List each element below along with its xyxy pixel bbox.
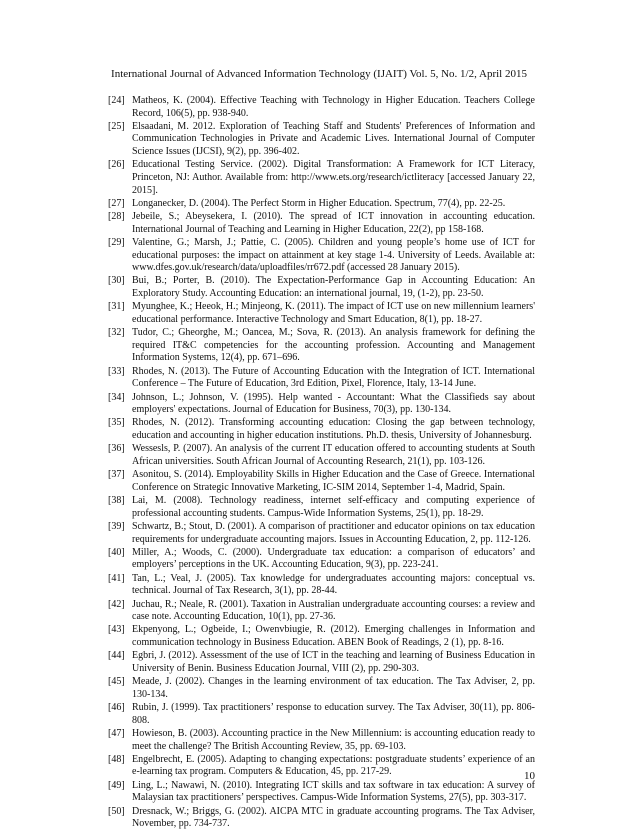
reference-number: [46] — [108, 702, 125, 714]
reference-item — [108, 624, 535, 649]
reference-item — [108, 392, 535, 417]
reference-text: Miller, A.; Woods, C. (2000). Undergraduate tax education: a comparison of educators’ and employers’ perceptions in the UK. Accounting Education, 9(3), pp. 223-241. — [132, 546, 535, 571]
reference-text: Lai, M. (2008). Technology readiness, internet self-efficacy and computing experience of professional accounting students. Campus-Wide Information Systems, 25(1), pp. 18-29. — [132, 495, 535, 519]
reference-item — [108, 275, 535, 300]
reference-item — [108, 702, 535, 727]
reference-text: Rhodes, N. (2012). Transforming accounting education: Closing the gap between technology, education and accounting in higher education institutions. Ph.D. thesis, University of Johannesburg. — [132, 417, 535, 441]
reference-number: [25] — [108, 120, 125, 132]
reference-number: [36] — [108, 443, 125, 455]
reference-number: [33] — [108, 365, 125, 377]
reference-number: [40] — [108, 546, 125, 558]
reference-item — [108, 650, 535, 675]
reference-item — [108, 198, 535, 211]
reference-item — [108, 780, 535, 805]
reference-item — [108, 237, 535, 275]
reference-text: Juchau, R.; Neale, R. (2001). Taxation in Australian undergraduate accounting courses: a review and case note. Accounting Education, 10(1), pp. 27-36. — [132, 598, 535, 623]
reference-number: [35] — [108, 417, 125, 429]
reference-number: [48] — [108, 753, 125, 765]
reference-number: [24] — [108, 95, 125, 106]
reference-text: Elsaadani, M. 2012. Exploration of Teaching Staff and Students' Preferences of Information and Communication Technologies in Private and Academic Lives. International Journal of Computer Science Issues (IJCSI), 9(2), pp. 396-402. — [132, 120, 535, 158]
reference-number: [31] — [108, 301, 125, 313]
reference-text: Rhodes, N. (2013). The Future of Accounting Education with the Integration of ICT. International Conference – The Future of Education, 3rd Edition, Pixel, Florence, Italy, 13-14 June. — [132, 365, 535, 390]
running-header: International Journal of Advanced Information Technology (IJAIT) Vol. 5, No. 1/2, April 2015 — [111, 68, 527, 80]
reference-text: Asonitou, S. (2014). Employability Skills in Higher Education and the Case of Greece. International Conference on Strategic Innovative Marketing, IC-SIM 2014, September 1-4, Madrid, Spain. — [132, 469, 535, 493]
reference-text: Myunghee, K.; Heeok, H.; Minjeong, K. (2011). The impact of ICT use on new millennium learners' educational performance. Interactive Technology and Smart Education, 8(1), pp. 18-27. — [132, 301, 535, 325]
reference-list — [108, 95, 535, 831]
reference-text: Wessesls, P. (2007). An analysis of the current IT education offered to accounting students at South African universities. South African Journal of Accounting Research, 21(1), pp. 103-126. — [132, 443, 535, 467]
reference-text: Dresnack, W.; Briggs, G. (2002). AICPA MTC in graduate accounting programs. The Tax Adviser, November, pp. 734-737. — [132, 805, 535, 830]
reference-text: Meade, J. (2002). Changes in the learning environment of tax education. The Tax Adviser, 2, pp. 130-134. — [132, 676, 535, 700]
reference-text: Educational Testing Service. (2002). Digital Transformation: A Framework for ICT Literacy, Princeton, NJ: Author. Available from: http://www.ets.org/research/ictliteracy [accessed January 22, 2015]. — [132, 159, 535, 196]
reference-number: [44] — [108, 650, 125, 662]
reference-number: [45] — [108, 676, 125, 688]
reference-number: [50] — [108, 805, 125, 817]
reference-number: [27] — [108, 197, 125, 209]
reference-number: [47] — [108, 727, 125, 739]
reference-item — [108, 754, 535, 779]
reference-text: Longanecker, D. (2004). The Perfect Storm in Higher Education. Spectrum, 77(4), pp. 22-25. — [132, 197, 506, 209]
reference-text: Egbri, J. (2012). Assessment of the use of ICT in the teaching and learning of Business Education in University of Benin. Business Education Journal, VIII (2), pp. 290-303. — [132, 650, 535, 674]
reference-text: Jebeile, S.; Abeysekera, I. (2010). The spread of ICT innovation in accounting education. International Journal of Teaching and Learning in Higher Education, 22(2), pp 158-168. — [132, 211, 535, 235]
reference-number: [41] — [108, 572, 125, 584]
reference-number: [26] — [108, 159, 125, 171]
reference-text: Tudor, C.; Gheorghe, M.; Oancea, M.; Sova, R. (2013). An analysis framework for defining the required IT&C competencies for the accounting profession. Accounting and Management Information Systems, 12(4), pp. 671–696. — [132, 327, 535, 364]
reference-number: [29] — [108, 236, 125, 248]
reference-item — [108, 728, 535, 753]
reference-text: Matheos, K. (2004). Effective Teaching with Technology in Higher Education. Teachers College Record, 106(5), pp. 938-940. — [132, 95, 535, 119]
page-number: 10 — [524, 770, 535, 782]
reference-item — [108, 443, 535, 468]
reference-item — [108, 547, 535, 572]
reference-item — [108, 159, 535, 197]
reference-number: [32] — [108, 327, 125, 339]
reference-number: [28] — [108, 211, 125, 223]
reference-text: Howieson, B. (2003). Accounting practice in the New Millennium: is accounting education ready to meet the challenge? The British Accounting Review, 35, pp. 69-103. — [132, 727, 535, 752]
reference-text: Schwartz, B.; Stout, D. (2001). A comparison of practitioner and educator opinions on tax education requirements for undergraduate accounting majors. Issues in Accounting Education, 2, pp. 112-126. — [132, 520, 535, 545]
reference-text: Tan, L.; Veal, J. (2005). Tax knowledge for undergraduates accounting majors: conceptual vs. technical. Journal of Tax Research, 3(1), pp. 28-44. — [132, 572, 535, 597]
reference-item — [108, 676, 535, 701]
reference-text: Rubin, J. (1999). Tax practitioners’ response to education survey. The Tax Adviser, 30(11), pp. 806-808. — [132, 702, 535, 726]
reference-number: [38] — [108, 495, 125, 507]
reference-number: [43] — [108, 624, 125, 636]
reference-number: [39] — [108, 520, 125, 532]
reference-item — [108, 301, 535, 326]
reference-number: [42] — [108, 598, 125, 610]
reference-text: Ekpenyong, L.; Ogbeide, I.; Owenvbiugie, R. (2012). Emerging challenges in Information and communication technology in Business Education. ABEN Book of Readings, 2 (1), pp. 8-16. — [132, 624, 535, 648]
reference-item — [108, 327, 535, 365]
reference-text: Johnson, L.; Johnson, V. (1995). Help wanted - Accountant: What the Classifieds say about employers' expectations. Journal of Education for Business, 70(3), pp. 130-134. — [132, 391, 535, 416]
reference-item — [108, 469, 535, 494]
reference-item — [108, 121, 535, 159]
reference-item — [108, 366, 535, 391]
reference-number: [49] — [108, 779, 125, 791]
reference-number: [30] — [108, 275, 125, 287]
reference-number: [34] — [108, 391, 125, 403]
reference-item — [108, 211, 535, 236]
reference-item — [108, 599, 535, 624]
reference-item — [108, 495, 535, 520]
reference-number: [37] — [108, 469, 125, 481]
reference-item — [108, 806, 535, 831]
reference-text: Valentine, G.; Marsh, J.; Pattie, C. (2005). Children and young people’s home use of ICT for educational purposes: the impact on attainment at key stage 1-4. University of Leeds. Available at: www.dfes.gov.uk/research/data/uploadfiles/rr672.pdf (accessed 28 January 2015). — [132, 236, 535, 274]
reference-text: Ling, L.; Nawawi, N. (2010). Integrating ICT skills and tax software in tax education: A survey of Malaysian tax practitioners’ perspectives. Campus-Wide Information Systems, 27(5), pp. 303-317. — [132, 779, 535, 804]
reference-item — [108, 417, 535, 442]
reference-text: Engelbrecht, E. (2005). Adapting to changing expectations: postgraduate students’ experience of an e-learning tax program. Computers & Education, 45, pp. 217-29. — [132, 753, 535, 778]
reference-text: Bui, B.; Porter, B. (2010). The Expectation-Performance Gap in Accounting Education: An Exploratory Study. Accounting Education: an international journal, 19, (1-2), pp. 23-50. — [132, 275, 535, 300]
reference-item — [108, 573, 535, 598]
reference-item — [108, 95, 535, 120]
reference-item — [108, 521, 535, 546]
